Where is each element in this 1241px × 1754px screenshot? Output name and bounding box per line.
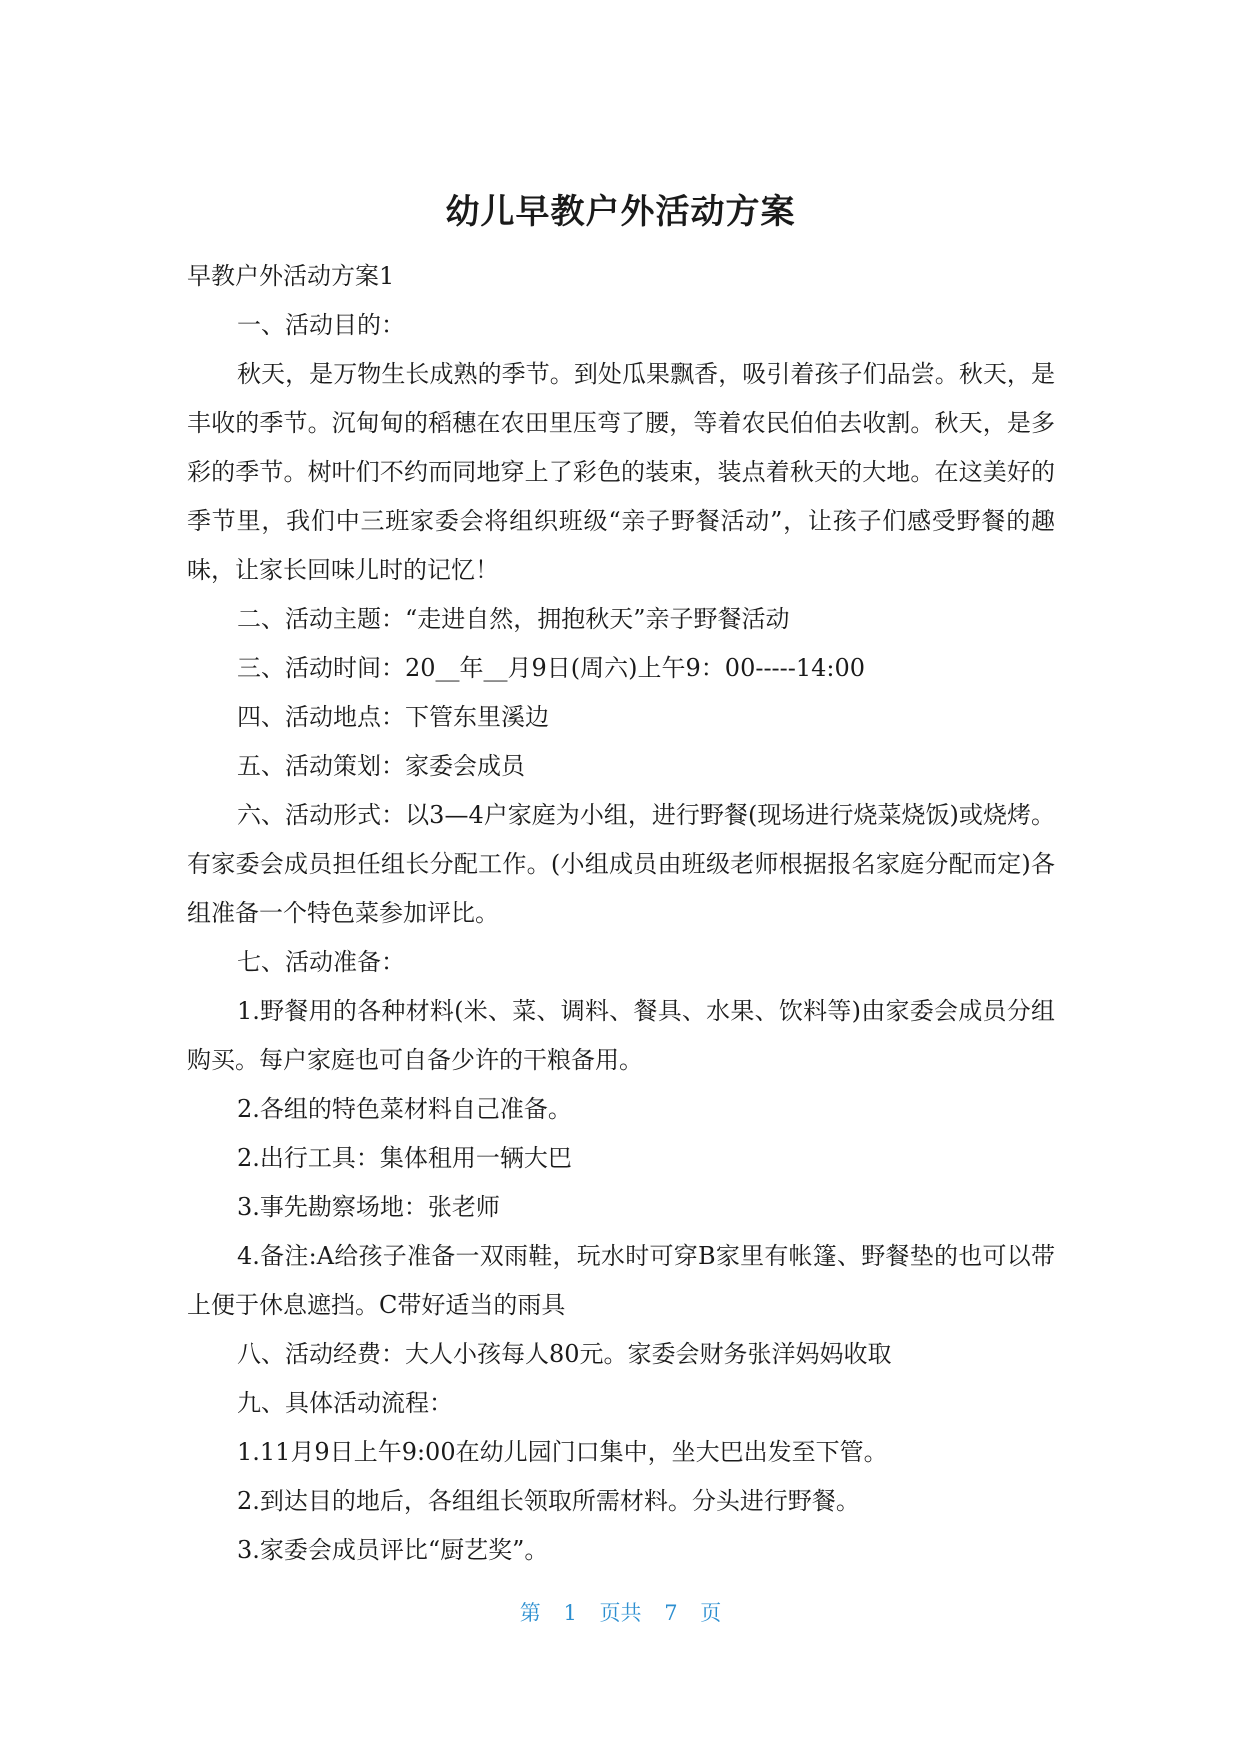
paragraph-format: 六、活动形式：以3—4户家庭为小组，进行野餐(现场进行烧菜烧饭)或烧烤。有家委会成员担任组长分配工作。(小组成员由班级老师根据报名家庭分配而定)各组准备一个特色菜参加评比。 [187,801,1055,927]
page-label-middle: 页共 [599,1601,642,1625]
paragraph-prep-item-2: 2.各组的特色菜材料自己准备。 [237,1095,572,1123]
paragraph-process-step-3: 3.家委会成员评比“厨艺奖”。 [237,1536,549,1564]
paragraph-goal-body: 秋天，是万物生长成熟的季节。到处瓜果飘香，吸引着孩子们品尝。秋天，是丰收的季节。沉甸甸的稻穗在农田里压弯了腰，等着农民伯伯去收割。秋天，是多彩的季节。树叶们不约而同地穿上了彩色的装束，装点着秋天的大地。在这美好的季节里，我们中三班家委会将组织班级“亲子野餐活动”，让孩子们感受野餐的趣味，让家长回味儿时的记忆！ [187,360,1055,584]
paragraph-goal-heading: 一、活动目的： [237,311,405,339]
paragraph-prep-item-1: 1.野餐用的各种材料(米、菜、调料、餐具、水果、饮料等)由家委会成员分组购买。每户家庭也可自备少许的干粮备用。 [187,997,1055,1074]
paragraph-process-step-2: 2.到达目的地后，各组组长领取所需材料。分头进行野餐。 [237,1487,860,1515]
paragraph-time: 三、活动时间：20__年__月9日(周六)上午9：00-----14:00 [237,654,866,682]
current-page-number: 1 [563,1601,577,1625]
section-subtitle: 早教户外活动方案1 [187,262,395,290]
page-label-suffix: 页 [700,1601,722,1625]
document-body [187,252,1055,1575]
paragraph-location: 四、活动地点：下管东里溪边 [237,703,549,731]
paragraph-prep-item-transport: 2.出行工具：集体租用一辆大巴 [237,1144,572,1172]
paragraph-preparation-heading: 七、活动准备： [237,948,405,976]
paragraph-prep-item-notes: 4.备注:A给孩子准备一双雨鞋，玩水时可穿B家里有帐篷、野餐垫的也可以带上便于休息遮挡。C带好适当的雨具 [187,1242,1055,1319]
document-title: 幼儿早教户外活动方案 [445,192,796,232]
paragraph-process-heading: 九、具体活动流程： [237,1389,453,1417]
page-footer [0,1598,1241,1628]
paragraph-planner: 五、活动策划：家委会成员 [237,752,525,780]
paragraph-process-step-1: 1.11月9日上午9:00在幼儿园门口集中，坐大巴出发至下管。 [237,1438,888,1466]
total-page-count: 7 [664,1601,678,1625]
paragraph-theme: 二、活动主题：“走进自然，拥抱秋天”亲子野餐活动 [237,605,790,633]
page-label-prefix: 第 [519,1601,541,1625]
paragraph-prep-item-survey: 3.事先勘察场地：张老师 [237,1193,500,1221]
paragraph-budget: 八、活动经费：大人小孩每人80元。家委会财务张洋妈妈收取 [237,1340,892,1368]
